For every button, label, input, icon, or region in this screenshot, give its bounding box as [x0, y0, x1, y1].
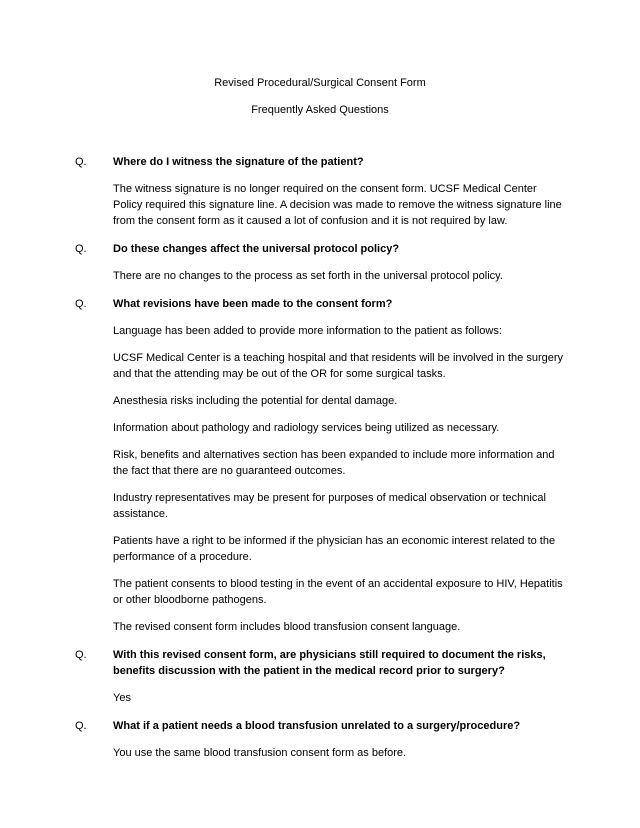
answer-block: [113, 745, 568, 761]
answer-paragraph: Industry representatives may be present for purposes of medical observation or technical assistance.: [113, 492, 546, 520]
question-text: Where do I witness the signature of the patient?: [113, 156, 364, 168]
question-row: [0, 647, 640, 679]
question-row: [0, 241, 640, 257]
faq-item: [0, 154, 640, 229]
answer-block: [113, 181, 568, 229]
answer-paragraph: The witness signature is no longer required on the consent form. UCSF Medical Center Policy required this signature line. A decision was made to remove the witness signature line from the consent form as it caused a lot of confusion and it is not required by law.: [113, 183, 562, 227]
question-text: With this revised consent form, are physicians still required to document the risks, benefits discussion with the patient in the medical record prior to surgery?: [113, 649, 546, 677]
answer-paragraph: Information about pathology and radiology services being utilized as necessary.: [113, 422, 500, 434]
question-text: What if a patient needs a blood transfusion unrelated to a surgery/procedure?: [113, 720, 521, 732]
faq-item: [0, 647, 640, 706]
question-marker: Q.: [75, 649, 87, 661]
question-text: What revisions have been made to the consent form?: [113, 298, 393, 310]
answer-block: [113, 268, 568, 284]
answer-paragraph: The revised consent form includes blood transfusion consent language.: [113, 621, 461, 633]
answer-block: [113, 323, 568, 635]
question-row: [0, 718, 640, 734]
answer-paragraph: UCSF Medical Center is a teaching hospital and that residents will be involved in the surgery and that the attending may be out of the OR for some surgical tasks.: [113, 352, 564, 380]
faq-item: [0, 296, 640, 635]
document-subtitle: Frequently Asked Questions: [251, 104, 389, 116]
faq-list: [0, 154, 640, 773]
answer-paragraph: Language has been added to provide more information to the patient as follows:: [113, 325, 502, 337]
question-marker: Q.: [75, 720, 87, 732]
answer-paragraph: Patients have a right to be informed if the physician has an economic interest related to the performance of a procedure.: [113, 535, 556, 563]
question-marker: Q.: [75, 298, 87, 310]
faq-item: [0, 718, 640, 761]
answer-paragraph: Risk, benefits and alternatives section has been expanded to include more information and the fact that there are no guaranteed outcomes.: [113, 449, 555, 477]
answer-paragraph: Yes: [113, 692, 131, 704]
document-title: Revised Procedural/Surgical Consent Form: [214, 77, 426, 89]
answer-paragraph: Anesthesia risks including the potential for dental damage.: [113, 395, 398, 407]
question-row: [0, 154, 640, 170]
answer-paragraph: The patient consents to blood testing in the event of an accidental exposure to HIV, Hepatitis or other bloodborne pathogens.: [113, 578, 563, 606]
question-row: [0, 296, 640, 312]
question-marker: Q.: [75, 243, 87, 255]
answer-paragraph: There are no changes to the process as set forth in the universal protocol policy.: [113, 270, 503, 282]
answer-block: [113, 690, 568, 706]
answer-paragraph: You use the same blood transfusion consent form as before.: [113, 747, 407, 759]
question-marker: Q.: [75, 156, 87, 168]
question-text: Do these changes affect the universal protocol policy?: [113, 243, 400, 255]
faq-item: [0, 241, 640, 284]
